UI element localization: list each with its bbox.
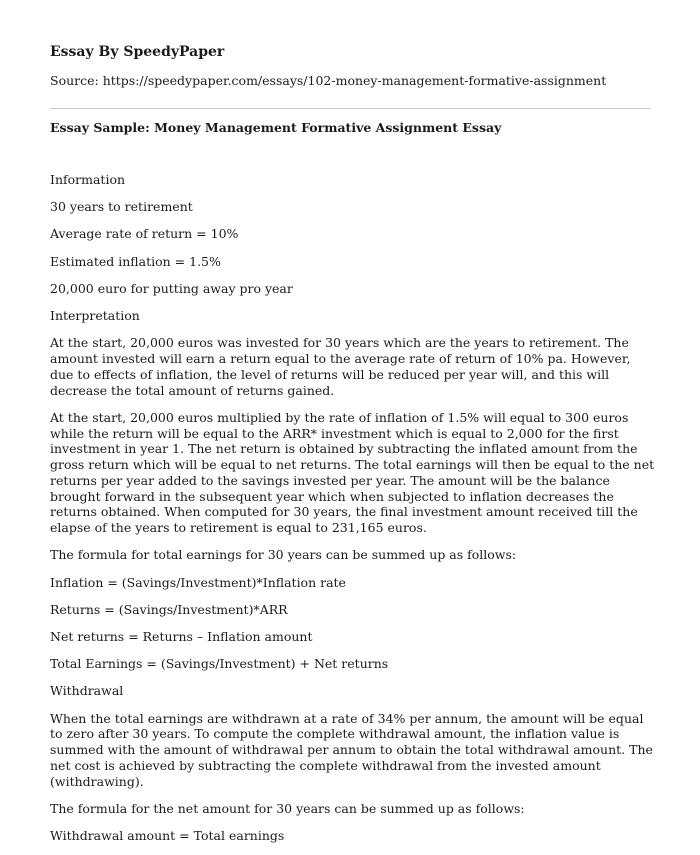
paragraph: At the start, 20,000 euros was invested for 30 years which are the years to retirement. The amount invested will earn a return equal to the average rate of return of 10% pa. However, due to effects of inflation, the level of returns will be reduced per year will, and this will decrease the total amount of returns gained. [50, 335, 631, 398]
paragraph: Withdrawal amount = Total earnings [50, 828, 285, 844]
paragraph: Withdrawal [50, 683, 124, 699]
paragraph: 30 years to retirement [50, 199, 193, 215]
header-divider [50, 108, 650, 109]
paragraph: Net returns = Returns – Inflation amount [50, 629, 313, 645]
paragraph: Average rate of return = 10% [50, 226, 239, 242]
paragraph: The formula for the net amount for 30 years can be summed up as follows: [50, 800, 525, 816]
paragraph: 20,000 euro for putting away pro year [50, 280, 293, 296]
paragraph: Information [50, 172, 126, 187]
paragraph: Total Earnings = (Savings/Investment) + Net returns [50, 656, 389, 672]
brand-heading: Essay By SpeedyPaper [50, 44, 225, 60]
source-line: Source: https://speedypaper.com/essays/102-money-management-formative-assignment [50, 73, 607, 88]
paragraph: Estimated inflation = 1.5% [50, 253, 221, 269]
paragraph: The formula for total earnings for 30 years can be summed up as follows: [50, 547, 517, 563]
paragraph: Inflation = (Savings/Investment)*Inflation rate [50, 574, 346, 590]
essay-title: Essay Sample: Money Management Formative Assignment Essay [50, 120, 502, 135]
paragraph: At the start, 20,000 euros multiplied by the rate of inflation of 1.5% will equal to 300 euros while the return will be equal to the ARR* investment which is equal to 2,000 for the first investment in year 1. The net return is obtained by subtracting the inflated amount from the gross return which will be equal to net returns. The total earnings will then be equal to the net returns per year added to the savings invested per year. The amount will be the balance brought forward in the subsequent year which when subjected to inflation decreases the returns obtained. When computed for 30 years, the final investment amount received till the elapse of the years to retirement is equal to 231,165 euros. [50, 409, 655, 536]
essay-body [50, 172, 655, 855]
paragraph: When the total earnings are withdrawn at a rate of 34% per annum, the amount will be equal to zero after 30 years. To compute the complete withdrawal amount, the inflation value is summed with the amount of withdrawal per annum to obtain the total withdrawal amount. The net cost is achieved by subtracting the complete withdrawal from the invested amount (withdrawing). [50, 710, 653, 789]
paragraph: Returns = (Savings/Investment)*ARR [50, 601, 288, 617]
paragraph: Interpretation [50, 307, 140, 323]
